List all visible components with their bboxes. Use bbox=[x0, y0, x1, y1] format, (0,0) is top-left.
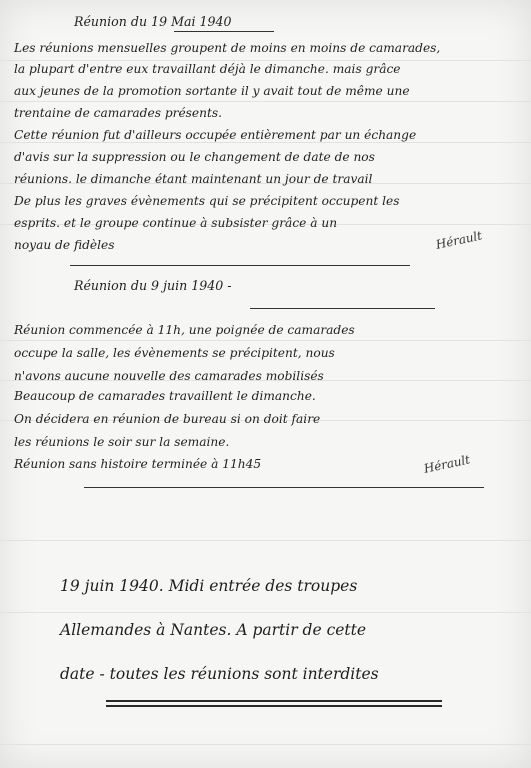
entry1-line: Les réunions mensuelles groupent de moins en moins de camarades, bbox=[14, 41, 441, 55]
entry1-line: Cette réunion fut d'ailleurs occupée entièrement par un échange bbox=[14, 128, 417, 142]
entry2-heading: Réunion du 9 juin 1940 - bbox=[74, 278, 232, 293]
ruled-line bbox=[0, 101, 531, 102]
entry2-line: Réunion sans histoire terminée à 11h45 bbox=[14, 457, 262, 471]
entry1-line: noyau de fidèles bbox=[14, 238, 115, 252]
entry1-line: réunions. le dimanche étant maintenant un jour de travail bbox=[14, 172, 373, 186]
entry2-line: les réunions le soir sur la semaine. bbox=[14, 435, 230, 449]
entry1-line: la plupart d'entre eux travaillant déjà le dimanche. mais grâce bbox=[14, 62, 401, 76]
ruled-line bbox=[0, 340, 531, 341]
section-divider bbox=[70, 265, 410, 266]
entry2-line: occupe la salle, les évènements se précipitent, nous bbox=[14, 346, 335, 360]
entry2-line: n'avons aucune nouvelle des camarades mobilisés bbox=[14, 369, 324, 383]
closing-double-underline bbox=[106, 705, 442, 707]
signature-herault: Hérault bbox=[434, 228, 484, 252]
heading-underline bbox=[174, 31, 274, 32]
entry3-line: Allemandes à Nantes. A partir de cette bbox=[60, 621, 367, 639]
ruled-line bbox=[0, 744, 531, 745]
signature-herault: Hérault bbox=[422, 452, 472, 476]
entry1-heading: Réunion du 19 Mai 1940 bbox=[74, 14, 232, 29]
entry1-line: De plus les graves évènements qui se précipitent occupent les bbox=[14, 194, 400, 208]
entry1-line: aux jeunes de la promotion sortante il y avait tout de même une bbox=[14, 84, 410, 98]
entry2-line: Beaucoup de camarades travaillent le dimanche. bbox=[14, 389, 316, 403]
entry2-line: Réunion commencée à 11h, une poignée de camarades bbox=[14, 323, 355, 337]
entry1-line: d'avis sur la suppression ou le changement de date de nos bbox=[14, 150, 375, 164]
ruled-line bbox=[0, 612, 531, 613]
heading-underline bbox=[250, 308, 435, 309]
entry3-line: 19 juin 1940. Midi entrée des troupes bbox=[60, 577, 358, 595]
entry2-line: On décidera en réunion de bureau si on doit faire bbox=[14, 412, 321, 426]
closing-double-underline bbox=[106, 700, 442, 702]
ruled-line bbox=[0, 540, 531, 541]
entry1-line: esprits. et le groupe continue à subsister grâce à un bbox=[14, 216, 338, 230]
entry3-line: date - toutes les réunions sont interdites bbox=[60, 665, 379, 683]
entry1-line: trentaine de camarades présents. bbox=[14, 106, 223, 120]
section-divider bbox=[84, 487, 484, 488]
